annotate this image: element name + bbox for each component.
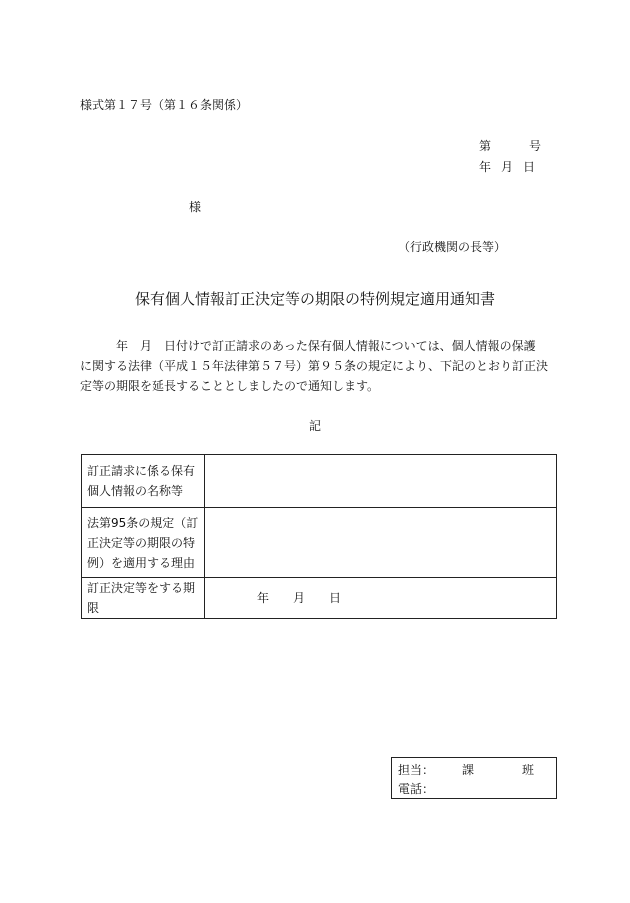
row-label-info-name: 訂正請求に係る保有 個人情報の名称等	[82, 455, 205, 508]
tanto-label: 担当：	[398, 763, 435, 777]
document-date	[479, 158, 545, 175]
table-row	[82, 455, 557, 508]
number-suffix: 号	[529, 139, 542, 153]
table-row	[82, 508, 557, 578]
body-text	[80, 336, 558, 396]
phone-label: 電話：	[398, 782, 435, 796]
row-label-reason: 法第95条の規定（訂 正決定等の期限の特 例）を適用する理由	[82, 508, 205, 578]
date-year: 年	[479, 160, 492, 174]
contact-box	[391, 757, 557, 799]
row-label-deadline: 訂正決定等をする期 限	[82, 578, 205, 619]
row-value-reason	[205, 508, 557, 578]
body-line: に関する法律（平成１５年法律第５７号）第９５条の規定により、下記のとおり訂正決	[80, 359, 549, 373]
date-day: 日	[523, 160, 536, 174]
document-number	[479, 137, 541, 154]
ka-label: 課	[462, 763, 475, 777]
row-value-deadline: 年 月 日	[205, 578, 557, 619]
ki-label: 記	[308, 419, 321, 433]
han-label: 班	[522, 763, 535, 777]
date-month: 月	[501, 160, 514, 174]
recipient: 様	[189, 200, 202, 214]
info-table	[81, 454, 557, 619]
document-title: 保有個人情報訂正決定等の期限の特例規定適用通知書	[134, 290, 495, 308]
row-value-info-name	[205, 455, 557, 508]
table-row	[82, 578, 557, 619]
body-line: 定等の期限を延長することとしましたので通知します。	[80, 379, 380, 393]
form-number: 様式第１７号（第１６条関係）	[80, 98, 249, 112]
sender: （行政機関の長等）	[398, 240, 507, 254]
number-prefix: 第	[479, 139, 492, 153]
body-line: 年 月 日付けで訂正請求のあった保有個人情報については、個人情報の保護	[80, 339, 536, 353]
contact-tanto-row	[398, 761, 550, 780]
